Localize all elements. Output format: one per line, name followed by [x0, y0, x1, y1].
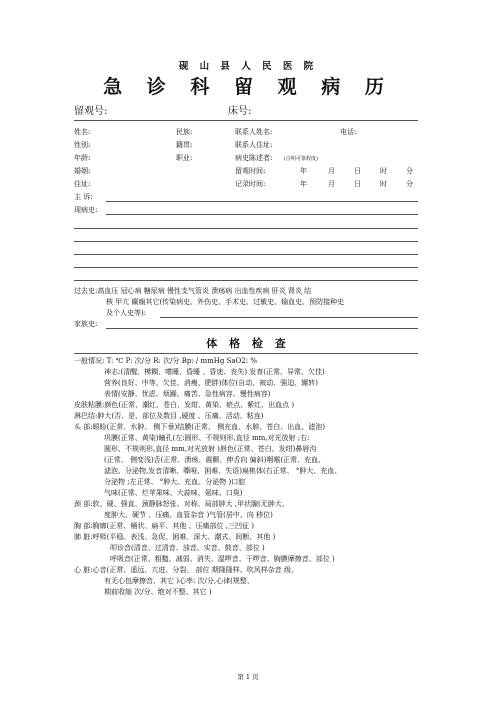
chief-complaint-label: 主 诉: [74, 193, 93, 201]
blank-line [74, 267, 418, 268]
hospital-name: 砚 山 县 人 民 医 院 [178, 61, 318, 72]
age-field: 年龄: [74, 154, 91, 162]
past-history-line-2: 核 甲亢 癫痫其它(传染病史、外伤史、手术史、过敏史、输血史、预防接种史 [106, 298, 345, 306]
exam-line: 心 脏:心音(正常、遥远、亢进、分裂、 部位 期隆隆样、吹风样杂音 级、 [74, 566, 298, 574]
family-history-label: 家族史: [74, 320, 98, 328]
obs-hour: 时 [380, 167, 387, 175]
record-day: 日 [354, 180, 361, 188]
past-history-line-1: 过去史:高血压 冠心病 糖尿病 慢性支气管炎 溃疡病 出血性疾病 肝炎 肾炎 结 [74, 287, 312, 295]
record-month: 月 [328, 180, 335, 188]
exam-line: 圆形、不规则形,直径 mm,对光放射 )唇色(正常、苍白、发绀)鼻唇沟 [104, 445, 317, 453]
narrator-field: 病史陈述者: [235, 154, 273, 162]
past-history-line-3: 及个人史等): [106, 309, 147, 317]
exam-line: 一般情况: T: ℃ P: 次/分 R: 次/分 Bp: / mmHg SaO2: % [74, 357, 257, 365]
past-history-line [160, 317, 418, 318]
obs-month: 月 [328, 167, 335, 175]
obs-time-field: 留观时间: [235, 167, 266, 175]
exam-line: 分泌物 ;左正常、 °肿大、充血、分泌物 )口腔 [104, 478, 246, 486]
obs-day: 日 [354, 167, 361, 175]
exam-line: 颈 部:软、硬、强直、颈静脉怒张、对称、局部肿大 ,甲状腺(无肿大、 [74, 500, 289, 508]
exam-line: 叩诊音(清音、过清音、浊音、实音、鼓音、部位 ) [110, 544, 265, 552]
exam-line: 胸 部:胸廓(正常、桶状、扁平、其他 、压痛部位 ,三凹征 ) [74, 522, 254, 530]
phone-field: 电话: [340, 128, 357, 136]
bed-no-label: 床号: [228, 106, 252, 117]
exam-line: 度肿大、硬节 、压痛、血管杂音 )气管(居中、向 移位) [104, 511, 273, 519]
blank-line [74, 228, 418, 229]
header-divider [74, 120, 418, 121]
record-year: 年 [300, 180, 307, 188]
obs-no-label: 留观号: [74, 106, 108, 117]
ethnicity-field: 民族: [176, 128, 193, 136]
record-time-field: 记录时间: [235, 180, 266, 188]
exam-line: 神志:(清醒、模糊、嗜睡、昏睡 、昏迷、丧失) 发育(正常、异常、欠佳) [104, 368, 325, 376]
blank-line [74, 280, 418, 281]
exam-line: 表情(安静、忧虑、烦躁、痛苦、急性病容、慢性病容) [104, 390, 271, 398]
exam-line: (正常、 侧变浅)舌(正常、溃疡、震颤、伸舌向 偏斜)咽喉(正常、充血、 [104, 456, 326, 464]
contact-name-field: 联系人姓名: [235, 128, 273, 136]
exam-line: 期前收缩 次/分、绝对不整、其它 ) [104, 588, 212, 596]
address-field: 住址: [74, 180, 91, 188]
gender-field: 性别: [74, 141, 91, 149]
exam-line: 皮肤粘膜:颜色(正常、潮红、苍白、发绀、黄染、瘀点、紫红、出血点 ) [74, 401, 295, 409]
narrator-note: (注明可靠程度) [284, 156, 318, 162]
exam-line: 滤泡、分泌物,发音清晰、嘶哑、困难、失语)扁桃体(右正常、 °肿大、充血、 [104, 467, 342, 475]
contact-address-field: 联系人住址: [235, 141, 273, 149]
exam-section-title: 体 格 检 查 [206, 337, 290, 350]
record-minute: 分 [406, 180, 413, 188]
exam-line: 营养(良好、中等、欠佳、消瘦、肥胖)体位(自动、被动、强迫、辗转) [104, 379, 318, 387]
blank-line [74, 254, 418, 255]
origin-field: 籍贯: [176, 141, 193, 149]
obs-year: 年 [300, 167, 307, 175]
exam-line: 有无心包摩擦音、其它 )心率: 次/分,心律(规整、 [104, 577, 254, 585]
exam-line: 呼吸音(正常、粗糙、减弱、消失、湿啰音、干啰音、胸膜摩擦音、部位 ) [110, 555, 335, 563]
page-number: 第 1 页 [237, 673, 259, 681]
exam-line: 淋巴结:肿大(否、是、部位及数目 ,硬度 、压痛、活动、粘连) [74, 412, 264, 420]
exam-line: 气味(正常、烂苹果味、大蒜味、氨味、口臭) [104, 489, 243, 497]
record-title: 急 诊 科 留 观 病 历 [103, 76, 393, 98]
family-history-line [106, 328, 418, 329]
marital-field: 婚姻: [74, 167, 91, 175]
chief-complaint-line [106, 201, 418, 202]
exam-line: 肺 脏:呼吸(平稳、表浅、急促、困难、深大、潮式、间断、其他 ) [74, 533, 276, 541]
occupation-field: 职业: [176, 154, 193, 162]
name-field: 姓名: [74, 128, 91, 136]
present-illness-line [106, 214, 418, 215]
exam-line: 头 部:眼睑(正常、水肿、 侧下垂)结膜(正常、 侧充血、水肿、苍白、出血、滤泡) [74, 423, 325, 431]
blank-line [74, 241, 418, 242]
record-hour: 时 [380, 180, 387, 188]
obs-minute: 分 [406, 167, 413, 175]
exam-line: 巩膜(正常、黄染)瞳孔(左:圆形、不规则形,直径 mm,对光放射 ;右: [104, 434, 310, 442]
present-illness-label: 现病史: [74, 206, 98, 214]
exam-divider [74, 353, 418, 354]
